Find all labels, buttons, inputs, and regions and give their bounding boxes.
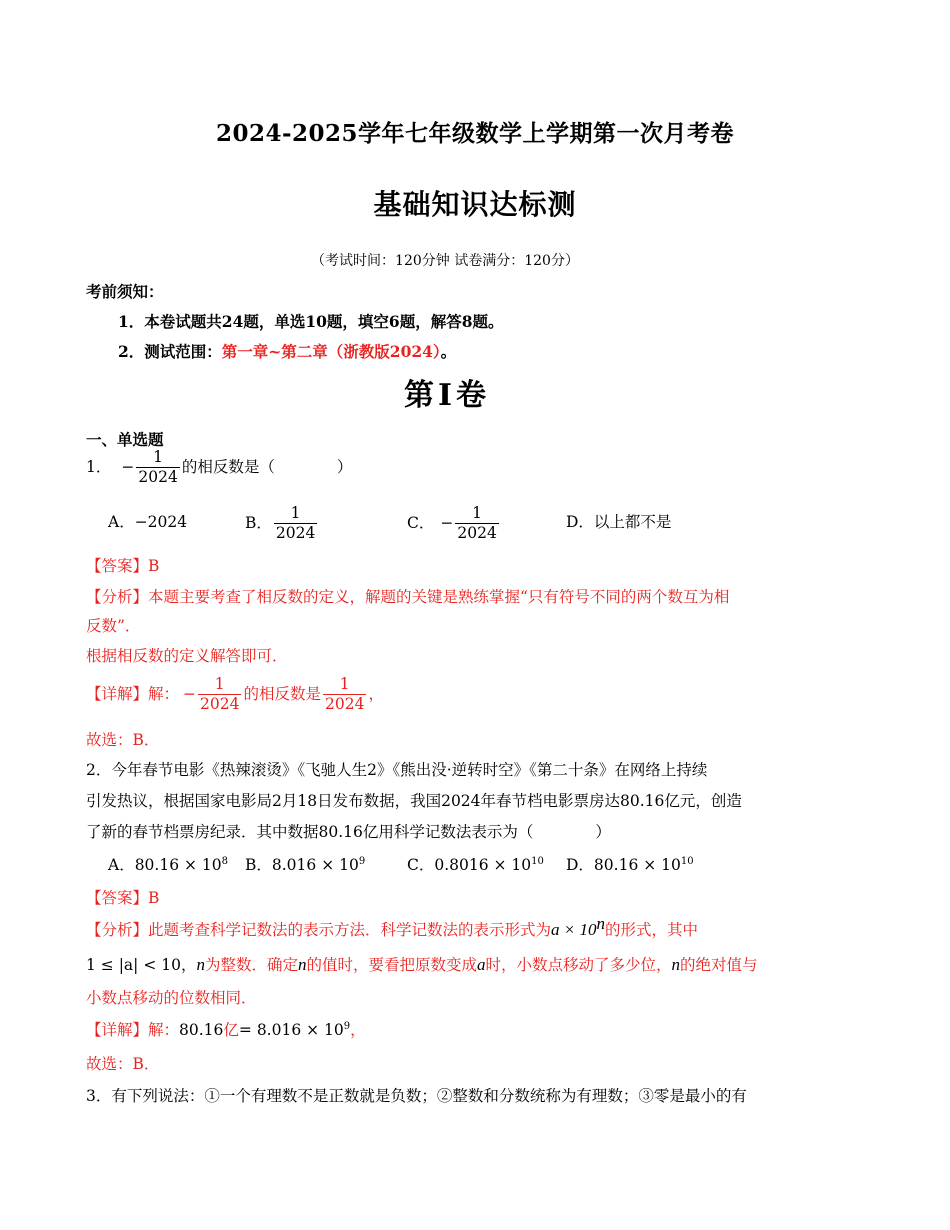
q1-option-b — [245, 500, 319, 546]
q1-stem-suffix: 的相反数是（ ） — [181, 458, 353, 476]
q1-detail-suffix: ， — [368, 685, 384, 703]
section-title: 一、单选题 — [86, 430, 164, 449]
q2-analysis-rest-1: 为整数．确定 — [204, 956, 298, 974]
q1-detail-num-1: 1 — [214, 674, 225, 693]
q1-option-c — [407, 500, 501, 546]
q2-analysis-n-2: n — [297, 955, 307, 974]
q2-stem-line-2: 引发热议，根据国家电影局2月18日发布数据，我国2024年春节档电影票房达80.16亿元，创造 — [86, 792, 742, 810]
notice-item-2 — [118, 342, 456, 362]
q1-detail-fraction-2 — [323, 675, 366, 714]
q2-option-c-base: C．0.8016 × 10 — [407, 856, 532, 874]
q2-analysis-formula-exp: n — [596, 913, 605, 933]
q1-detail-den-2: 2024 — [324, 694, 365, 713]
q2-detail-exp: 9 — [343, 1020, 351, 1032]
q2-analysis-rest-4: 的绝对值与 — [680, 956, 758, 974]
q2-option-b — [245, 855, 365, 875]
q2-option-b-exp: 9 — [358, 855, 366, 867]
notice-range: 第一章~第二章（浙教版2024） — [221, 342, 441, 361]
q2-option-d-exp: 10 — [680, 855, 694, 867]
q1-analysis-line-1: 【分析】本题主要考查了相反数的定义，解题的关键是熟练掌握“只有符号不同的两个数互为相 — [86, 588, 730, 606]
q1-option-b-den: 2024 — [275, 523, 316, 542]
q1-option-c-fraction — [455, 504, 498, 543]
exam-info: （考试时间：120分钟 试卷满分：120分） — [311, 253, 579, 269]
q1-option-d: D．以上都不是 — [566, 513, 672, 531]
q2-option-d-base: D．80.16 × 10 — [566, 856, 681, 874]
q1-detail-fraction-1 — [198, 675, 241, 714]
q1-option-c-num: 1 — [472, 503, 483, 522]
q1-option-b-label: B． — [245, 514, 272, 532]
q2-answer: 【答案】B — [86, 889, 160, 907]
notice-item-2-suffix: 。 — [440, 342, 457, 361]
q2-detail-yi: 亿 — [223, 1021, 239, 1039]
q1-choice: 故选：B． — [86, 731, 160, 749]
volume-title: 第Ⅰ卷 — [403, 378, 491, 413]
q1-stem — [86, 444, 352, 490]
q2-analysis-a: 【分析】此题考查科学记数法的表示方法．科学记数法的表示形式为 — [86, 921, 552, 939]
q1-answer: 【答案】B — [86, 557, 160, 575]
q2-option-a — [108, 855, 228, 875]
q2-detail-math-1: 80.16 — [179, 1021, 224, 1039]
q2-stem-line-1: 2．今年春节电影《热辣滚烫》《飞驰人生2》《熊出没·逆转时空》《第二十条》在网络上持续 — [86, 761, 708, 779]
q1-analysis-line-3: 根据相反数的定义解答即可． — [86, 647, 288, 665]
q1-detail-num-2: 1 — [339, 674, 350, 693]
notice-label: 考前须知： — [86, 282, 164, 301]
q1-option-a: A．−2024 — [108, 513, 188, 531]
q1-minus: − — [121, 458, 135, 476]
q2-option-c-exp: 10 — [531, 855, 544, 867]
notice-item-2-prefix: 2．测试范围： — [118, 342, 222, 361]
q1-fraction — [136, 448, 179, 487]
q2-analysis-line-3: 小数点移动的位数相同． — [86, 989, 257, 1007]
q1-detail-prefix: 【详解】解： — [86, 685, 180, 703]
q2-option-d — [566, 855, 694, 875]
q2-option-c — [407, 855, 544, 875]
q1-detail-minus: − — [183, 685, 197, 703]
q1-detail-mid: 的相反数是 — [243, 685, 321, 703]
q1-number: 1． — [86, 458, 112, 476]
notice-item-1: 1．本卷试题共24题，单选10题，填空6题，解答8题。 — [118, 312, 504, 331]
q1-detail-den-1: 2024 — [200, 694, 240, 713]
q2-analysis-c: 的形式，其中 — [605, 921, 699, 939]
q2-analysis-line-1 — [86, 913, 699, 940]
q1-analysis-line-2: 反数”． — [86, 617, 141, 635]
q2-analysis-a-var: a — [476, 955, 486, 974]
q2-analysis-range: 1 ≤ |a| < 10， — [86, 956, 197, 974]
q2-stem-line-3: 了新的春节档票房纪录．其中数据80.16亿用科学记数法表示为（ ） — [86, 823, 611, 841]
q2-detail-math-2: = 8.016 × 10 — [238, 1021, 344, 1039]
q2-detail — [86, 1020, 366, 1040]
q1-detail — [86, 671, 384, 717]
q1-option-c-minus: − — [440, 514, 454, 532]
q1-frac-den: 2024 — [138, 467, 178, 486]
q2-analysis-formula-base: a × 10 — [551, 920, 597, 939]
q3-stem-line-1: 3．有下列说法：①一个有理数不是正数就是负数；②整数和分数统称为有理数；③零是最小的有 — [86, 1087, 747, 1105]
q1-option-c-den: 2024 — [457, 523, 497, 542]
q2-option-b-base: B．8.016 × 10 — [245, 856, 359, 874]
q2-analysis-rest-3: 时，小数点移动了多少位， — [485, 956, 672, 974]
q2-option-a-base: A．80.16 × 10 — [108, 856, 222, 874]
q2-analysis-line-2 — [86, 955, 758, 975]
q2-analysis-n-3: n — [671, 955, 680, 974]
q1-option-b-num: 1 — [290, 503, 301, 522]
q1-option-c-label: C． — [407, 514, 435, 532]
q2-detail-prefix: 【详解】解： — [86, 1021, 180, 1039]
q2-choice: 故选：B． — [86, 1055, 160, 1073]
q2-analysis-n-1: n — [196, 955, 205, 974]
q2-option-a-exp: 8 — [221, 855, 229, 867]
q1-frac-num: 1 — [153, 447, 164, 466]
exam-subtitle: 基础知识达标测 — [373, 188, 577, 221]
q2-analysis-rest-2: 的值时，要看把原数变成 — [306, 956, 477, 974]
exam-title: 2024-2025学年七年级数学上学期第一次月考卷 — [215, 120, 735, 147]
q1-option-b-fraction — [274, 504, 317, 543]
q2-detail-suffix: ， — [350, 1021, 366, 1039]
q2-analysis-formula — [551, 913, 605, 939]
